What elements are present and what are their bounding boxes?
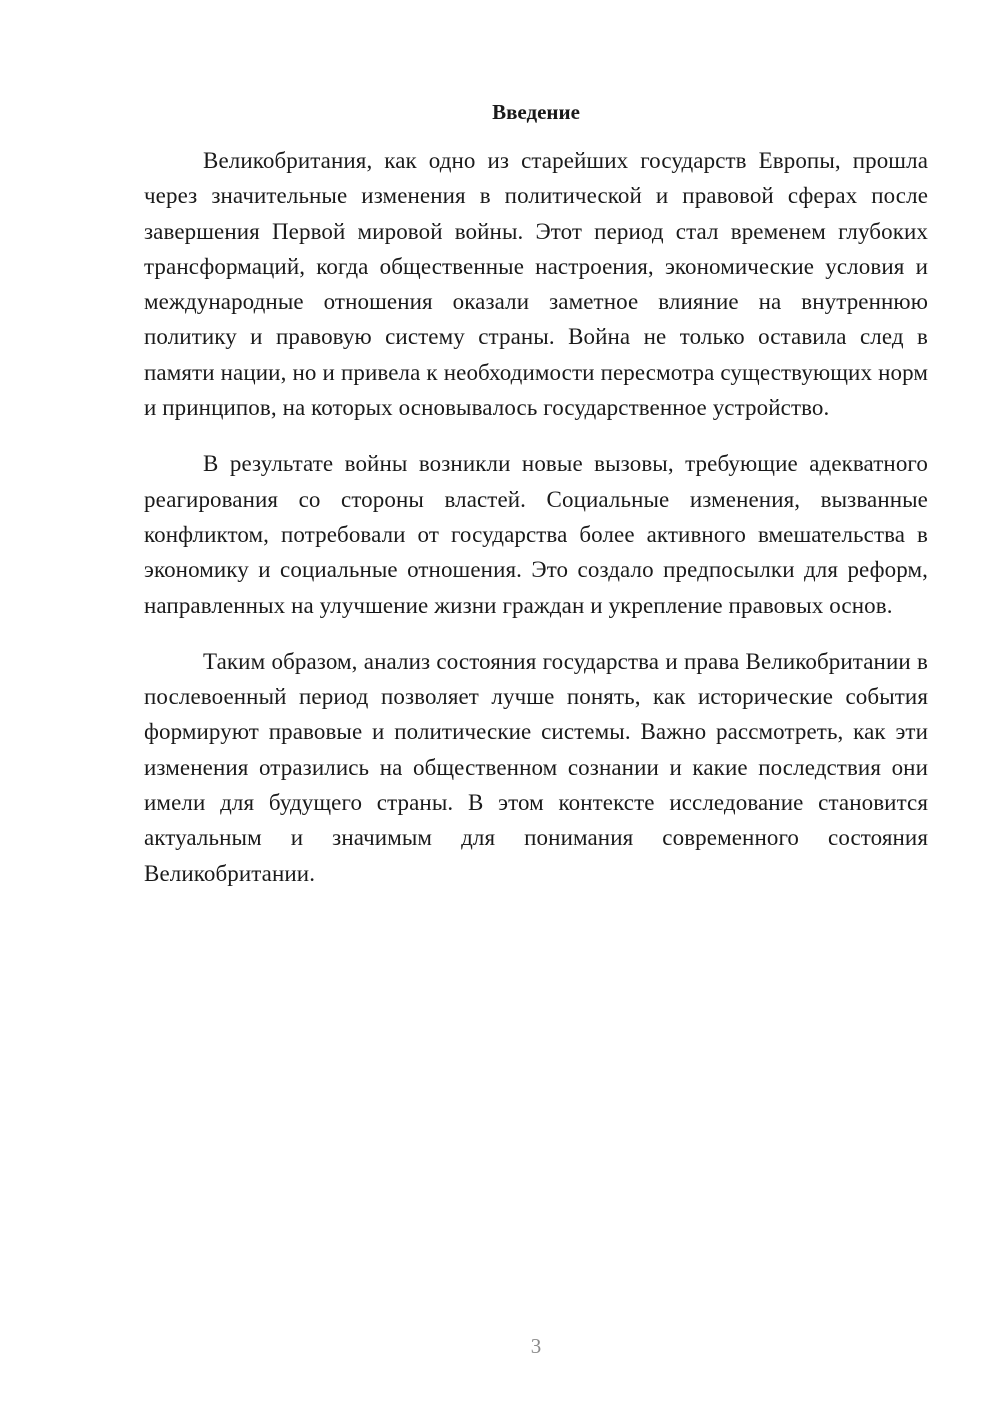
body-text: [144, 143, 928, 912]
page-number: 3: [530, 1334, 542, 1358]
paragraph-2: В результате войны возникли новые вызовы, требующие адекватного реагирования со стороны властей. Социальные изменения, вызванные конфликтом, потребовали от государства более активного вмешательства в экономику и социальные отношения. Это создало предпосылки для реформ, направленных на улучшение жизни граждан и укрепление правовых основ.: [144, 451, 928, 618]
section-heading: Введение: [492, 100, 580, 124]
paragraph-3: Таким образом, анализ состояния государства и права Великобритании в послевоенный период позволяет лучше понять, как исторические события формируют правовые и политические системы. Важно рассмотреть, как эти изменения отразились на общественном сознании и какие последствия они имели для будущего страны. В этом контексте исследование становится актуальным и значимым для понимания современного состояния Великобритании.: [144, 648, 928, 886]
paragraph-1: Великобритания, как одно из старейших государств Европы, прошла через значительные изменения в политической и правовой сферах после завершения Первой мировой войны. Этот период стал временем глубоких трансформаций, когда общественные настроения, экономические условия и международные отношения оказали заметное влияние на внутреннюю политику и правовую систему страны. Война не только оставила след в памяти нации, но и привела к необходимости пересмотра существующих норм и принципов, на которых основывалось государственное устройство.: [144, 148, 928, 421]
